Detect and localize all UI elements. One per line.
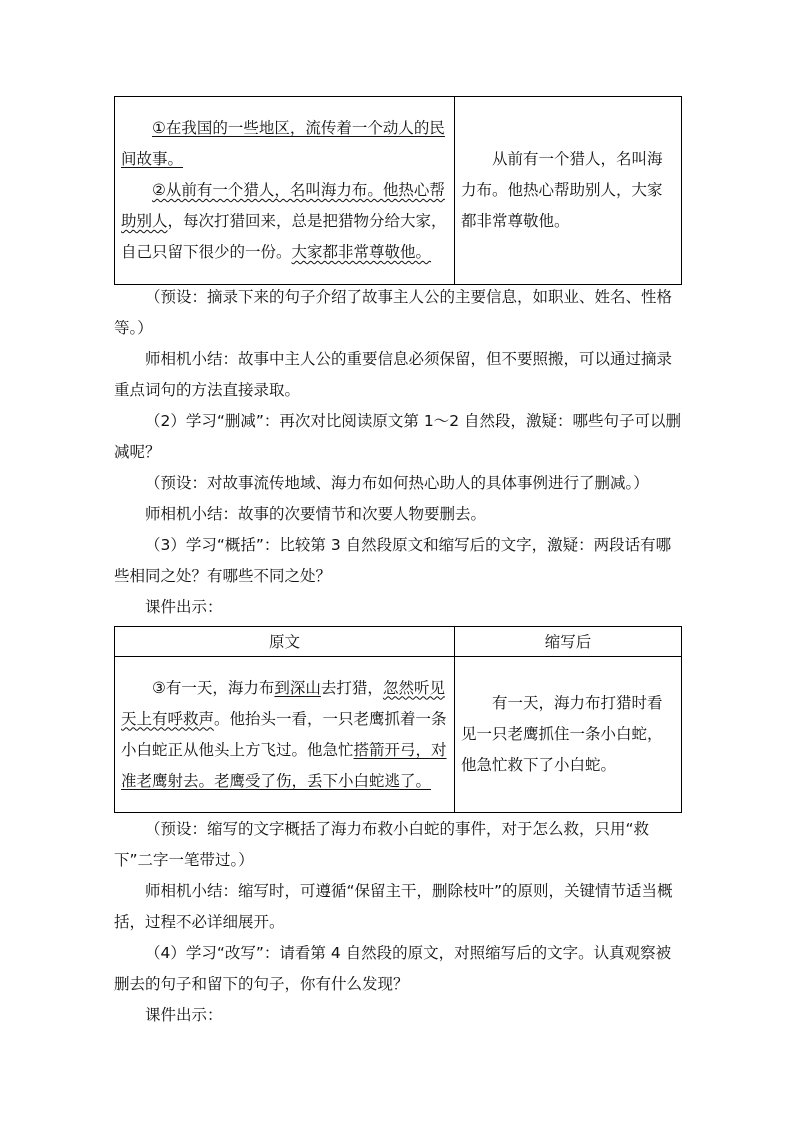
original-text-cell [115,97,455,285]
learn-summarize-step: （3）学习“概括”：比较第 3 自然段原文和缩写后的文字，激疑：两段话有哪些相同之处？有哪些不同之处？ [114,536,672,585]
abridged-paragraph: 有一天，海力布打猎时看见一只老鹰抓住一条小白蛇，他急忙救下了小白蛇。 [461,694,663,774]
plain-text: 。他抬头一看，一只老鹰抓着一条小白蛇正从他头上方飞过。他急忙 [121,709,447,759]
preset-note-3: （预设：缩写的文字概括了海力布救小白蛇的事件，对于怎么救，只用“救下”二字一笔带过。） [114,820,650,869]
preset-note-2: （预设：对故事流传地域、海力布如何热心助人的具体事例进行了删减。） [145,474,649,492]
plain-text: ，每次打猎回来，总是把猎物分给大家，自己只留下很少的一份。 [121,212,447,261]
abridged-text-cell [455,97,682,285]
table-row [115,657,682,813]
original-text-cell [115,657,455,813]
underlined-text: 搭箭开弓，对准老鹰射去。老鹰受了伤，丢下小白蛇逃了。 [121,740,447,790]
abridged-paragraph: 从前有一个猎人，名叫海力布。他热心帮助别人，大家都非常尊敬他。 [461,150,663,230]
teacher-summary-2: 师相机小结：故事的次要情节和次要人物要删去。 [145,505,487,523]
learn-delete-step: （2）学习“删减”：再次对比阅读原文第 1～2 自然段，激疑：哪些句子可以删减呢？ [114,412,682,461]
underlined-text: 到深山 [274,678,321,697]
courseware-label-1: 课件出示： [145,598,223,616]
plain-text: 去打猎， [320,678,383,697]
wavy-underlined-text: 忽然听见天上有呼救声 [121,678,445,728]
comparison-table-2 [114,626,682,813]
courseware-label-2: 课件出示： [145,1006,223,1024]
table-row [115,97,682,285]
teacher-summary-3: 师相机小结：缩写时，可遵循“保留主干，删除枝叶”的原则，关键情节适当概括，过程不必详细展开。 [114,882,673,931]
original-paragraph-1 [121,113,448,175]
header-original: 原文 [115,627,455,657]
wavy-underlined-text: ②从前有一个猎人，名叫海力布。他热心帮助别人 [121,181,445,230]
underlined-text: ①在我国的一些地区，流传着一个动人的民间故事。 [121,119,445,168]
preset-note-1: （预设：摘录下来的句子介绍了故事主人公的主要信息，如职业、姓名、性格等。） [114,288,673,337]
wavy-underlined-text: 大家都非常尊敬他。 [291,243,432,261]
table-header-row [115,627,682,657]
learn-rewrite-step: （4）学习“改写”：请看第 4 自然段的原文，对照缩写后的文字。认真观察被删去的句子和留下的句子，你有什么发现？ [114,944,672,993]
abridged-text-cell [455,657,682,813]
teacher-summary-1: 师相机小结：故事中主人公的重要信息必须保留，但不要照搬，可以通过摘录重点词句的方法直接录取。 [114,350,673,399]
header-abridged: 缩写后 [455,627,682,657]
original-paragraph-2 [121,175,448,268]
comparison-table-1 [114,96,682,285]
original-paragraph-3 [121,673,448,797]
plain-text: ③有一天，海力布 [152,678,275,697]
